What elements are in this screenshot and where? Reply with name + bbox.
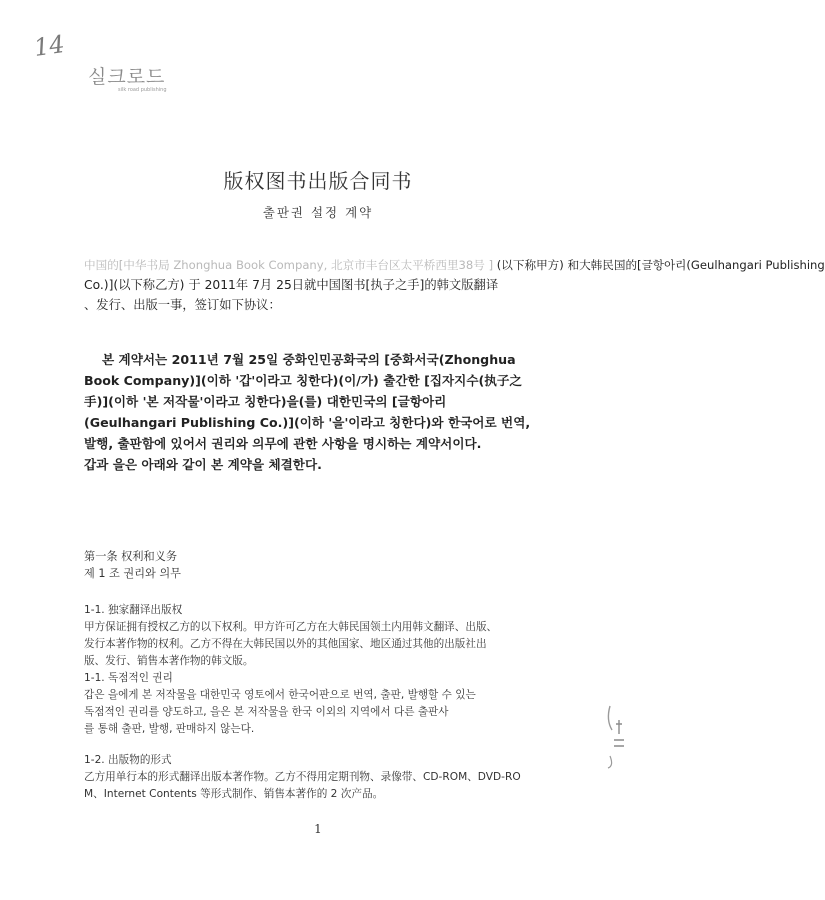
page-number: 1 (314, 822, 322, 836)
clause-body-zh: M、Internet Contents 等形式制作、销售本著作的 2 次产品。 (84, 788, 384, 800)
intro-text: (以下称甲方) 和大韩民国的[글항아리(Geulhangari Publishing (496, 258, 825, 272)
intro-line (84, 255, 825, 275)
clause-heading-zh: 1-2. 出版物的形式 (84, 754, 172, 766)
intro-kr-line: 본 계약서는 2011년 7월 25일 중화인민공화국의 [중화서국(Zhonghua (102, 352, 516, 367)
clause-body-zh: 版、发行、销售本著作物的韩文版。 (84, 655, 254, 667)
clause-body-kr: 를 통해 출판, 발행, 판매하지 않는다. (84, 723, 255, 735)
intro-kr-line: 발행, 출판함에 있어서 권리와 의무에 관한 사항을 명시하는 계약서이다. (84, 436, 482, 451)
article-1-heading (84, 548, 544, 582)
clause-heading-zh: 1-1. 独家翻译出版权 (84, 604, 183, 616)
clause-body-zh: 甲方保证拥有授权乙方的以下权利。甲方许可乙方在大韩民国领土内用韩文翻译、出版、 (84, 621, 498, 633)
document-title: 版权图书出版合同书 (223, 169, 413, 193)
margin-stamp-mark (604, 700, 628, 770)
intro-kr-line: 갑과 을은 아래와 같이 본 계약을 체결한다. (84, 457, 322, 472)
logo-text: 실크로드 (88, 66, 166, 88)
article-heading-zh: 第一条 权利和义务 (84, 550, 178, 563)
intro-faded-text: 中国的[中华书局 Zhonghua Book Company, 北京市丰台区太平桥西里38号 ] (84, 258, 497, 272)
article-heading-kr: 제 1 조 권리와 의무 (84, 567, 181, 580)
handwritten-page-mark: 14 (32, 30, 67, 62)
clause-heading-kr: 1-1. 독점적인 권리 (84, 672, 173, 684)
intro-line: Co.)](以下称乙方) 于 2011年 7月 25日就中国图书[执子之手]的韩文版翻译 (84, 278, 499, 292)
clause-1-2 (84, 752, 544, 803)
intro-kr-line: (Geulhangari Publishing Co.)](이하 '을'이라고 칭한다)와 한국어로 번역, (84, 415, 531, 430)
clause-body-kr: 독점적인 권리를 양도하고, 을은 본 저작물을 한국 이외의 지역에서 다른 출판사 (84, 706, 449, 718)
intro-chinese (84, 255, 825, 315)
intro-line: 、发行、出版一事，签订如下协议： (84, 298, 281, 312)
document-subtitle: 출판권 설정 계약 (262, 205, 374, 220)
clause-1-1 (84, 602, 544, 738)
clause-body-zh: 发行本著作物的权利。乙方不得在大韩民国以外的其他国家、地区通过其他的出版社出 (84, 638, 487, 650)
clause-body-zh: 乙方用单行本的形式翻译出版本著作物。乙方不得用定期刊物、录像带、CD-ROM、DVD-RO (84, 771, 521, 783)
intro-kr-line: 手)](이하 '본 저작물'이라고 칭한다)을(를) 대한민국의 [글항아리 (84, 394, 447, 409)
logo-tagline: silk road publishing (118, 87, 167, 93)
clause-body-kr: 갑은 을에게 본 저작물을 대한민국 영토에서 한국어판으로 번역, 출판, 발행할 수 있는 (84, 689, 476, 701)
publisher-logo (88, 62, 168, 94)
intro-korean (84, 349, 544, 475)
intro-kr-line: Book Company)](이하 '갑'이라고 칭한다)(이/가) 출간한 [집자지수(执子之 (84, 373, 523, 388)
